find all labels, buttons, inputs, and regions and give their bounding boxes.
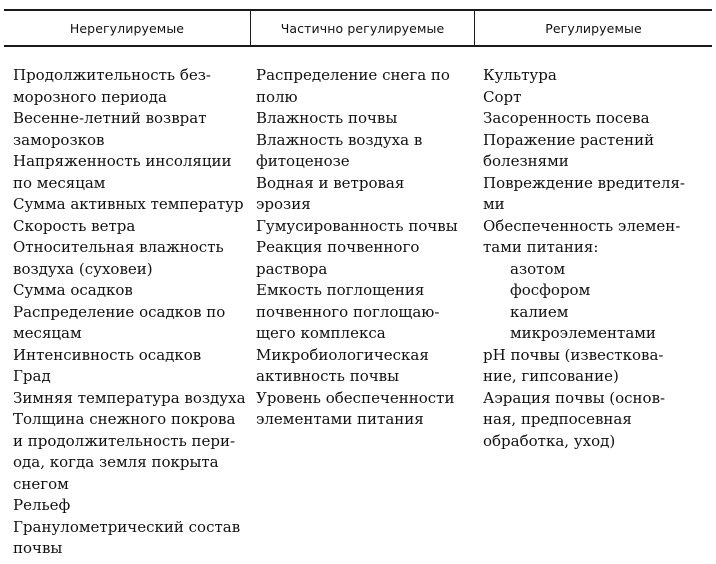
table-cell-line: Влажность воздуха в (256, 130, 423, 149)
table-cell-line: Толщина снежного покрова (13, 410, 236, 428)
table-cell-line: Повреждение вредителя- (483, 173, 685, 192)
table-cell-line: фосфором (510, 281, 591, 299)
table-cell-line: Влажность почвы (256, 109, 398, 127)
table-cell-line: полю (256, 87, 298, 106)
table-cell-line: ние, гипсование) (483, 367, 619, 385)
column-unregulated (13, 65, 249, 560)
table-cell-line: эрозия (256, 195, 311, 213)
table-cell-line: щего комплекса (256, 324, 386, 342)
table-cell-line: Напряженность инсоляции (13, 152, 232, 170)
table-cell-line: микроэлементами (510, 324, 656, 342)
table-cell-line: Распределение снега по (256, 66, 450, 84)
table-cell-line: фитоценозе (256, 152, 350, 170)
table-cell-line: Относительная влажность (13, 238, 224, 256)
table-cell-line: обработка, уход) (483, 431, 616, 450)
table-cell-line: Поражение растений (483, 130, 655, 149)
table-cell-line: воздуха (суховеи) (13, 259, 153, 278)
header-partially-regulated: Частично регулируемые (280, 20, 445, 36)
table-cell-line: Продолжительность без- (13, 66, 211, 84)
table-cell-line: калием (510, 302, 569, 321)
table-cell-line: снегом (13, 474, 69, 493)
table-cell-line: Рельеф (13, 496, 71, 514)
table-cell-line: Реакция почвенного (256, 238, 420, 256)
table-cell-line: Обеспеченность элемен- (483, 216, 681, 235)
table-cell-line: Сумма активных температур (13, 195, 244, 213)
table-cell-line: Микробиологическая (256, 345, 429, 364)
table-cell-line: азотом (510, 259, 566, 278)
table-cell-line: ми (483, 195, 505, 213)
table-cell-line: Аэрация почвы (основ- (483, 388, 666, 407)
table-cell-line: Интенсивность осадков (13, 345, 202, 364)
table-cell-line: ная, предпосевная (483, 410, 632, 428)
table-cell-line: почвенного поглощаю- (256, 302, 440, 321)
table-cell-line: морозного периода (13, 87, 167, 106)
table-cell-line: заморозков (13, 130, 105, 149)
table-cell-line: Град (13, 367, 51, 385)
table-cell-line: Весенне-летний возврат (13, 109, 207, 127)
table-cell-line: и продолжительность пери- (13, 431, 236, 450)
table-cell-line: Засоренность посева (483, 109, 650, 127)
table-cell-line: почвы (13, 539, 63, 557)
table-cell-line: Зимняя температура воздуха (13, 388, 246, 407)
table-cell-line: ода, когда земля покрыта (13, 453, 219, 471)
table-cell-line: раствора (256, 259, 328, 278)
table-cell-line: Сорт (483, 87, 522, 106)
table-cell-line: болезнями (483, 152, 569, 170)
table-cell-line: Гумусированность почвы (256, 216, 458, 235)
column-partially-regulated (256, 65, 476, 431)
header-unregulated: Нерегулируемые (69, 20, 185, 36)
table-cell-line: Сумма осадков (13, 281, 133, 299)
table-cell-line: тами питания: (483, 238, 599, 256)
table-cell-line: Уровень обеспеченности (256, 388, 455, 407)
table-cell-line: рН почвы (известкова- (483, 345, 664, 364)
table-cell-line: месяцам (13, 324, 82, 342)
table-cell-line: активность почвы (256, 367, 400, 385)
table-cell-line: по месяцам (13, 173, 106, 192)
table-cell-line: Скорость ветра (13, 216, 136, 235)
column-regulated (483, 65, 709, 452)
table-cell-line: Распределение осадков по (13, 302, 226, 321)
table-cell-line: элементами питания (256, 410, 424, 428)
table-cell-line: Культура (483, 66, 557, 84)
table-cell-line: Водная и ветровая (256, 173, 405, 192)
table-cell-line: Гранулометрический состав (13, 517, 241, 536)
header-bottom-rule (4, 45, 712, 47)
header-regulated: Регулируемые (545, 20, 642, 36)
table-cell-line: Емкость поглощения (256, 281, 425, 299)
